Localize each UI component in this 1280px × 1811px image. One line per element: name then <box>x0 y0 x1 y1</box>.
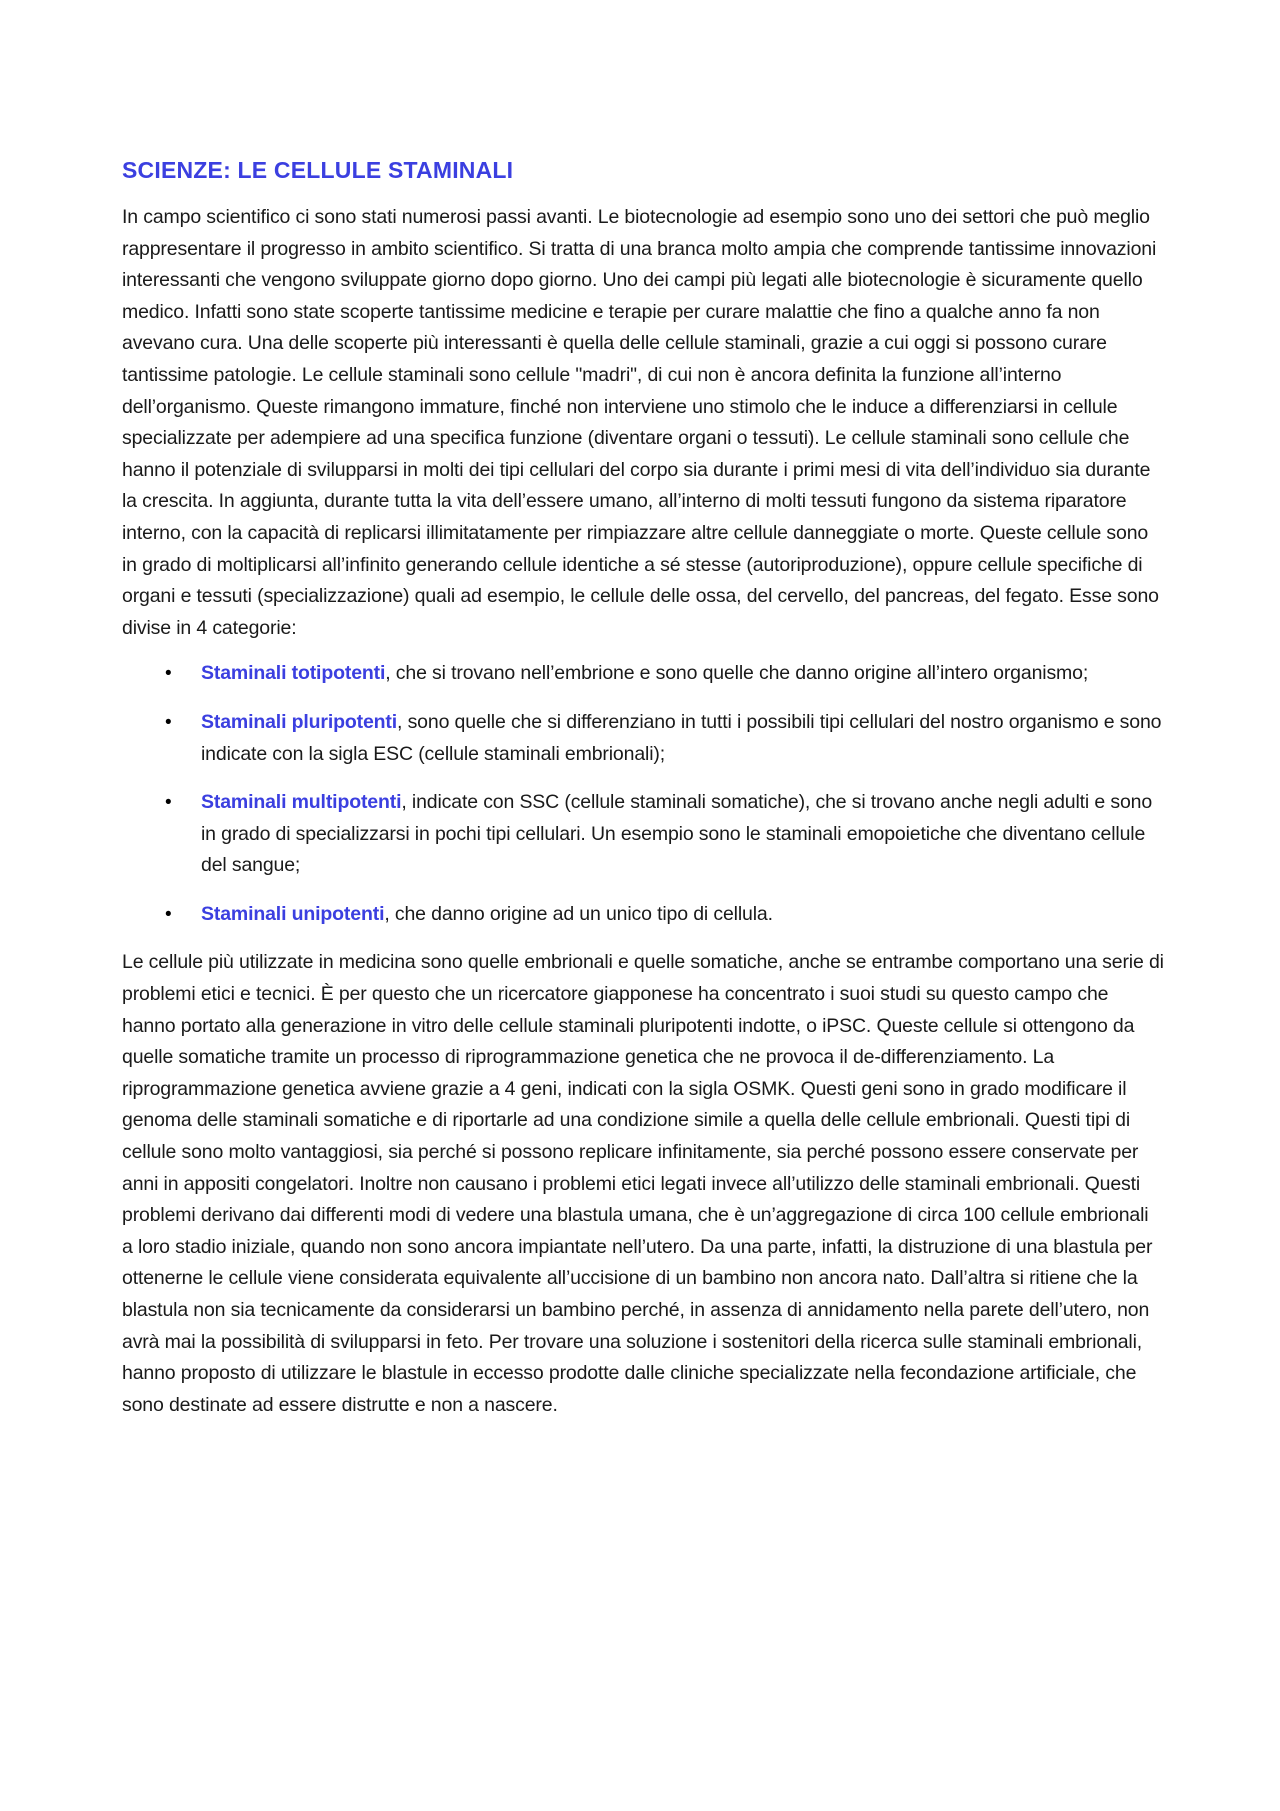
intro-paragraph: In campo scientifico ci sono stati numerosi passi avanti. Le biotecnologie ad esempio sono uno dei settori che può meglio rappresentare il progresso in ambito scientifico. Si tratta di una branca molto ampia che comprende tantissime innovazioni interessanti che vengono sviluppate giorno dopo giorno. Uno dei campi più legati alle biotecnologie è sicuramente quello medico. Infatti sono state scoperte tantissime medicine e terapie per curare malattie che fino a qualche anno fa non avevano cura. Una delle scoperte più interessanti è quella delle cellule staminali, grazie a cui oggi si possono curare tantissime patologie. Le cellule staminali sono cellule "madri", di cui non è ancora definita la funzione all’interno dell’organismo. Queste rimangono immature, finché non interviene uno stimolo che le induce a differenziarsi in cellule specializzate per adempiere ad una specifica funzione (diventare organi o tessuti). Le cellule staminali sono cellule che hanno il potenziale di svilupparsi in molti dei tipi cellulari del corpo sia durante i primi mesi di vita dell’individuo sia durante la crescita. In aggiunta, durante tutta la vita dell’essere umano, all’interno di molti tessuti fungono da sistema riparatore interno, con la capacità di replicarsi illimitatamente per rimpiazzare altre cellule danneggiate o morte. Queste cellule sono in grado di moltiplicarsi all’infinito generando cellule identiche a sé stesse (autoriproduzione), oppure cellule specifiche di organi e tessuti (specializzazione) quali ad esempio, le cellule delle ossa, del cervello, del pancreas, del fegato. Esse sono divise in 4 categorie: <box>122 206 1159 639</box>
category-term: Staminali multipotenti <box>201 791 402 814</box>
list-item-pluripotenti <box>122 707 1164 770</box>
document-page <box>122 157 1164 1421</box>
document-title: SCIENZE: LE CELLULE STAMINALI <box>122 157 514 183</box>
category-description: , che danno origine ad un unico tipo di cellula. <box>384 902 773 925</box>
list-item-totipotenti <box>122 658 1164 690</box>
list-item-unipotenti <box>122 899 1164 931</box>
bullet-icon: • <box>165 711 172 733</box>
category-term: Staminali totipotenti <box>201 662 386 685</box>
category-term: Staminali unipotenti <box>201 902 385 925</box>
bullet-icon: • <box>165 903 172 925</box>
category-term: Staminali pluripotenti <box>201 710 398 733</box>
category-description: , che si trovano nell’embrione e sono quelle che danno origine all’intero organismo; <box>385 662 1089 685</box>
categories-list <box>122 658 1164 930</box>
closing-paragraph: Le cellule più utilizzate in medicina sono quelle embrionali e quelle somatiche, anche se entrambe comportano una serie di problemi etici e tecnici. È per questo che un ricercatore giapponese ha concentrato i suoi studi su questo campo che hanno portato alla generazione in vitro delle cellule staminali pluripotenti indotte, o iPSC. Queste cellule si ottengono da quelle somatiche tramite un processo di riprogrammazione genetica che ne provoca il de-differenziamento. La riprogrammazione genetica avviene grazie a 4 geni, indicati con la sigla OSMK. Questi geni sono in grado modificare il genoma delle staminali somatiche e di riportarle ad una condizione simile a quella delle cellule embrionali. Questi tipi di cellule sono molto vantaggiosi, sia perché si possono replicare infinitamente, sia perché possono essere conservate per anni in appositi congelatori. Inoltre non causano i problemi etici legati invece all’utilizzo delle staminali embrionali. Questi problemi derivano dai differenti modi di vedere una blastula umana, che è un’aggregazione di circa 100 cellule embrionali a loro stadio iniziale, quando non sono ancora impiantate nell’utero. Da una parte, infatti, la distruzione di una blastula per ottenerne le cellule viene considerata equivalente all’uccisione di un bambino non ancora nato. Dall’altra si ritiene che la blastula non sia tecnicamente da considerarsi un bambino perché, in assenza di annidamento nella parete dell’utero, non avrà mai la possibilità di svilupparsi in feto. Per trovare una soluzione i sostenitori della ricerca sulle staminali embrionali, hanno proposto di utilizzare le blastule in eccesso prodotte dalle cliniche specializzate nella fecondazione artificiale, che sono destinate ad essere distrutte e non a nascere. <box>122 951 1164 1416</box>
category-description: , sono quelle che si differenziano in tutti i possibili tipi cellulari del nostro organismo e sono indicate con la sigla ESC (cellule staminali embrionali); <box>201 710 1162 765</box>
bullet-icon: • <box>165 663 172 685</box>
list-item-multipotenti <box>122 787 1164 882</box>
bullet-icon: • <box>165 792 172 814</box>
category-description: , indicate con SSC (cellule staminali somatiche), che si trovano anche negli adulti e sono in grado di specializzarsi in pochi tipi cellulari. Un esempio sono le staminali emopoietiche che diventano cellule del sangue; <box>201 791 1153 877</box>
